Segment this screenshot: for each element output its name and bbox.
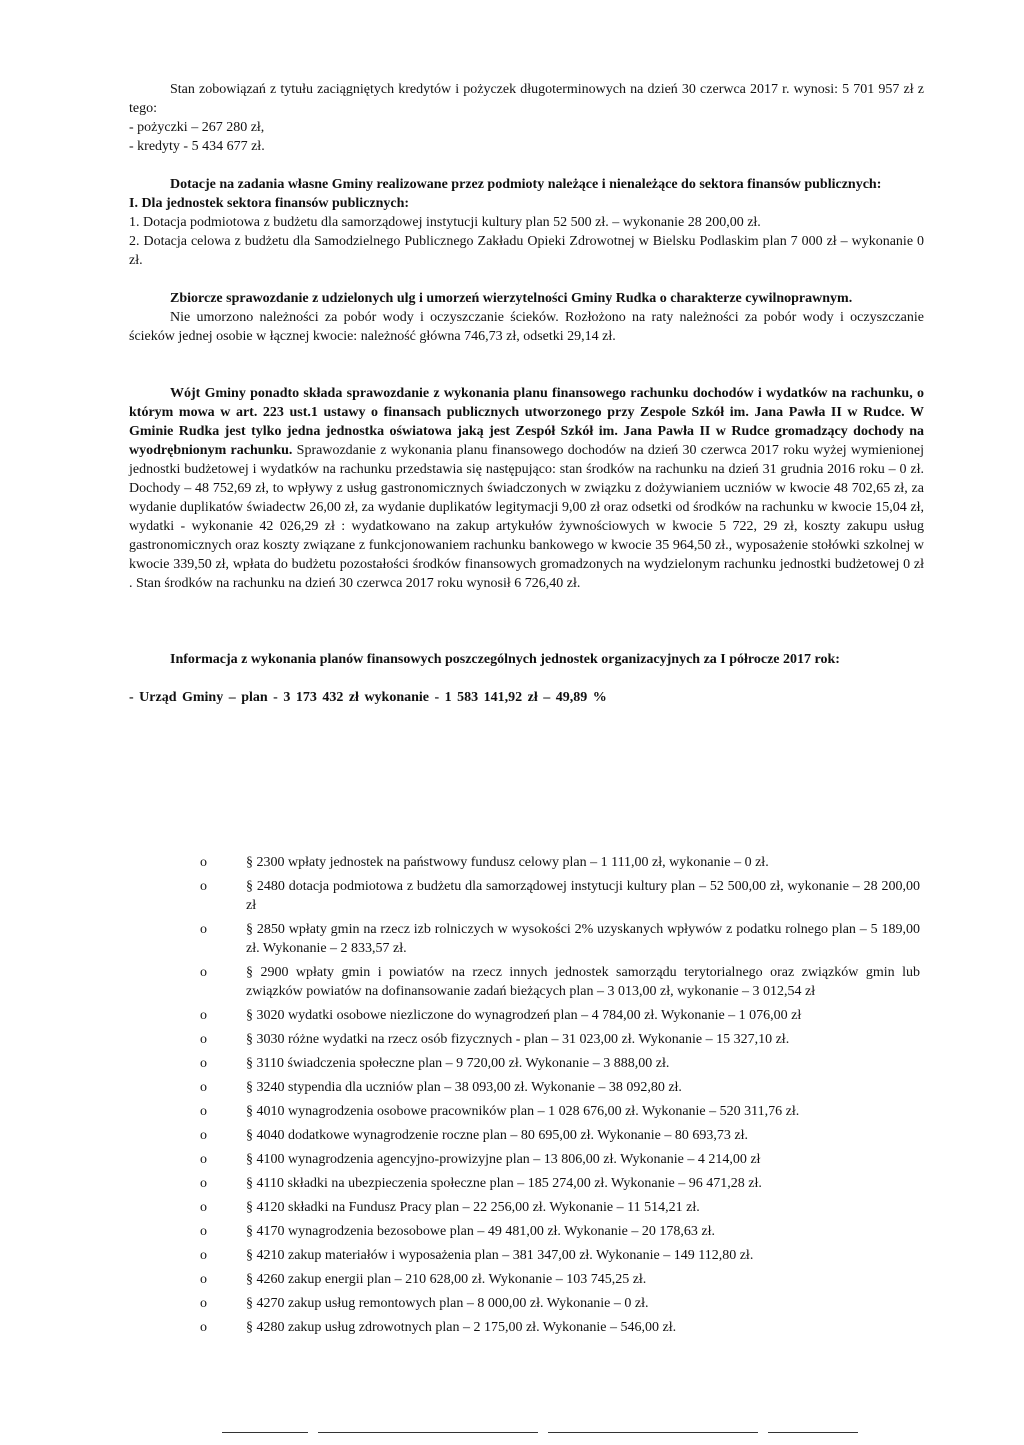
list-item xyxy=(200,1294,920,1313)
expense-items-list xyxy=(200,853,920,1342)
bullet-icon: o xyxy=(200,1320,207,1335)
document-page xyxy=(129,74,924,707)
list-item xyxy=(200,1318,920,1337)
list-item-text: § 4120 składki na Fundusz Pracy plan – 22 256,00 zł. Wykonanie – 11 514,21 zł. xyxy=(246,1200,700,1215)
list-item xyxy=(200,1126,920,1145)
bullet-icon: o xyxy=(200,1272,207,1287)
list-item-text: § 2850 wpłaty gmin na rzecz izb rolniczych w wysokości 2% uzyskanych wpływów z podatku rolnego plan – 5 189,00 zł. Wykonanie – 2 833,57 zł. xyxy=(246,922,920,956)
plans-heading: Informacja z wykonania planów finansowych poszczególnych jednostek organizacyjnych za I półrocze 2017 rok: xyxy=(170,652,840,667)
list-item xyxy=(200,1270,920,1289)
mayor-paragraph xyxy=(129,384,924,593)
list-item xyxy=(200,1078,920,1097)
list-item xyxy=(200,1174,920,1193)
bullet-icon: o xyxy=(200,1152,207,1167)
list-item-text: § 4260 zakup energii plan – 210 628,00 zł. Wykonanie – 103 745,25 zł. xyxy=(246,1272,647,1287)
office-summary: - Urząd Gminy – plan - 3 173 432 zł wykonanie - 1 583 141,92 zł – 49,89 % xyxy=(129,690,607,705)
list-item xyxy=(200,853,920,872)
list-item-text: § 4170 wynagrodzenia bezosobowe plan – 49 481,00 zł. Wykonanie – 20 178,63 zł. xyxy=(246,1224,715,1239)
list-item xyxy=(200,1222,920,1241)
bullet-icon: o xyxy=(200,1032,207,1047)
bullet-icon: o xyxy=(200,1248,207,1263)
list-item xyxy=(200,877,920,915)
list-item-text: § 2300 wpłaty jednostek na państwowy fundusz celowy plan – 1 111,00 zł, wykonanie – 0 zł. xyxy=(246,855,769,870)
mayor-text: Sprawozdanie z wykonania planu finansowego dochodów na dzień 30 czerwca 2017 roku wyżej wymienionej jednostki budżetowej i wydatków na rachunku przedstawia się następująco: stan środków na rachunku na dzień 31 grudnia 2016 roku – 0 zł. Dochody – 48 752,69 zł, to wpływy z usług gastronomicznych świadczonych w związku z dożywianiem uczniów w kwocie 48 702,65 zł, za wydanie duplikatów świadectw 26,00 zł, za wydanie duplikatów legitymacji 9,00 zł oraz odsetki od środków na rachunku w kwocie 15,04 zł, wydatki - wykonanie 42 026,29 zł : wydatkowano na zakup artykułów żywnościowych w kwocie 5 722, 29 zł, koszty zakupu usług gastronomicznych oraz koszty związane z funkcjonowaniem rachunku bankowego w kwocie 35 964,50 zł., wyposażenie stołówki szkolnej w kwocie 339,50 zł, wpłata do budżetu pozostałości środków finansowych gromadzonych na wydzielonym rachunku jednostki budżetowej 0 zł . Stan środków na rachunku na dzień 30 czerwca 2017 roku wynosił 6 726,40 zł. xyxy=(129,443,924,591)
list-item-text: § 2480 dotacja podmiotowa z budżetu dla samorządowej instytucji kultury plan – 52 500,00 zł, wykonanie – 28 200,00 zł xyxy=(246,879,920,913)
list-item xyxy=(200,1246,920,1265)
bullet-icon: o xyxy=(200,1200,207,1215)
grants-subheading: I. Dla jednostek sektora finansów publicznych: xyxy=(129,196,410,211)
list-item-text: § 4110 składki na ubezpieczenia społeczne plan – 185 274,00 zł. Wykonanie – 96 471,28 zł. xyxy=(246,1176,762,1191)
bullet-icon: o xyxy=(200,1080,207,1095)
list-item xyxy=(200,1150,920,1169)
debt-line3: - kredyty - 5 434 677 zł. xyxy=(129,139,265,154)
mayor-bold-text: Wójt Gminy ponadto składa sprawozdanie z wykonania planu finansowego rachunku dochodów i wydatków na rachunku, o którym mowa w art. 223 ust.1 ustawy o finansach publicznych utworzonego przy Zespole Szkół im. Jana Pawła II w Rudce. W Gminie Rudka jest tylko jedna jednostka oświatowa jaką jest Zespół Szkół im. Jana Pawła II w Rudce gromadzący dochody na wyodrębnionym rachunku. xyxy=(129,386,924,458)
list-item xyxy=(200,920,920,958)
list-item-text: § 4210 zakup materiałów i wyposażenia plan – 381 347,00 zł. Wykonanie – 149 112,80 zł. xyxy=(246,1248,754,1263)
bullet-icon: o xyxy=(200,1008,207,1023)
list-item-text: § 4100 wynagrodzenia agencyjno-prowizyjne plan – 13 806,00 zł. Wykonanie – 4 214,00 zł xyxy=(246,1152,761,1167)
bullet-icon: o xyxy=(200,1128,207,1143)
list-item-text: § 3030 różne wydatki na rzecz osób fizycznych - plan – 31 023,00 zł. Wykonanie – 15 327,10 zł. xyxy=(246,1032,790,1047)
list-item xyxy=(200,1006,920,1025)
bullet-icon: o xyxy=(200,1296,207,1311)
list-item-text: § 3110 świadczenia społeczne plan – 9 720,00 zł. Wykonanie – 3 888,00 zł. xyxy=(246,1056,670,1071)
list-item xyxy=(200,1102,920,1121)
grants-item2: 2. Dotacja celowa z budżetu dla Samodzielnego Publicznego Zakładu Opieki Zdrowotnej w Bielsku Podlaskim plan 7 000 zł – wykonanie 0 zł. xyxy=(129,234,924,268)
bullet-icon: o xyxy=(200,1104,207,1119)
list-item-text: § 3020 wydatki osobowe niezliczone do wynagrodzeń plan – 4 784,00 zł. Wykonanie – 1 076,00 zł xyxy=(246,1008,802,1023)
list-item-text: § 3240 stypendia dla uczniów plan – 38 093,00 zł. Wykonanie – 38 092,80 zł. xyxy=(246,1080,682,1095)
bullet-icon: o xyxy=(200,879,207,894)
relief-text: Nie umorzono należności za pobór wody i oczyszczanie ścieków. Rozłożono na raty należności za pobór wody i oczyszczanie ścieków jednej osobie w łącznej kwocie: należność główna 746,73 zł, odsetki 29,14 zł. xyxy=(129,310,924,344)
list-item-text: § 4270 zakup usług remontowych plan – 8 000,00 zł. Wykonanie – 0 zł. xyxy=(246,1296,649,1311)
footer-rule xyxy=(768,1432,858,1433)
bullet-icon: o xyxy=(200,1224,207,1239)
footer-rule xyxy=(318,1432,538,1433)
relief-heading: Zbiorcze sprawozdanie z udzielonych ulg i umorzeń wierzytelności Gminy Rudka o charakterze cywilnoprawnym. xyxy=(170,291,853,306)
footer-rule xyxy=(222,1432,308,1433)
grants-item1: 1. Dotacja podmiotowa z budżetu dla samorządowej instytucji kultury plan 52 500 zł. – wykonanie 28 200,00 zł. xyxy=(129,215,761,230)
footer-rule xyxy=(548,1432,758,1433)
list-item xyxy=(200,1198,920,1217)
list-item-text: § 4040 dodatkowe wynagrodzenie roczne plan – 80 695,00 zł. Wykonanie – 80 693,73 zł. xyxy=(246,1128,748,1143)
list-item xyxy=(200,1054,920,1073)
debt-line1: Stan zobowiązań z tytułu zaciągniętych kredytów i pożyczek długoterminowych na dzień 30 czerwca 2017 r. wynosi: 5 701 957 zł z tego: xyxy=(129,82,924,116)
bullet-icon: o xyxy=(200,1056,207,1071)
list-item-text: § 2900 wpłaty gmin i powiatów na rzecz innych jednostek samorządu terytorialnego oraz związków gmin lub związków powiatów na dofinansowanie zadań bieżących plan – 3 013,00 zł, wykonanie – 3 012,54 zł xyxy=(246,965,920,999)
bullet-icon: o xyxy=(200,922,207,937)
bullet-icon: o xyxy=(200,1176,207,1191)
list-item-text: § 4010 wynagrodzenia osobowe pracowników plan – 1 028 676,00 zł. Wykonanie – 520 311,76 zł. xyxy=(246,1104,800,1119)
list-item-text: § 4280 zakup usług zdrowotnych plan – 2 175,00 zł. Wykonanie – 546,00 zł. xyxy=(246,1320,677,1335)
list-item xyxy=(200,1030,920,1049)
debt-line2: - pożyczki – 267 280 zł, xyxy=(129,120,265,135)
grants-heading: Dotacje na zadania własne Gminy realizowane przez podmioty należące i nienależące do sektora finansów publicznych: xyxy=(170,177,882,192)
bullet-icon: o xyxy=(200,965,207,980)
bullet-icon: o xyxy=(200,855,207,870)
list-item xyxy=(200,963,920,1001)
